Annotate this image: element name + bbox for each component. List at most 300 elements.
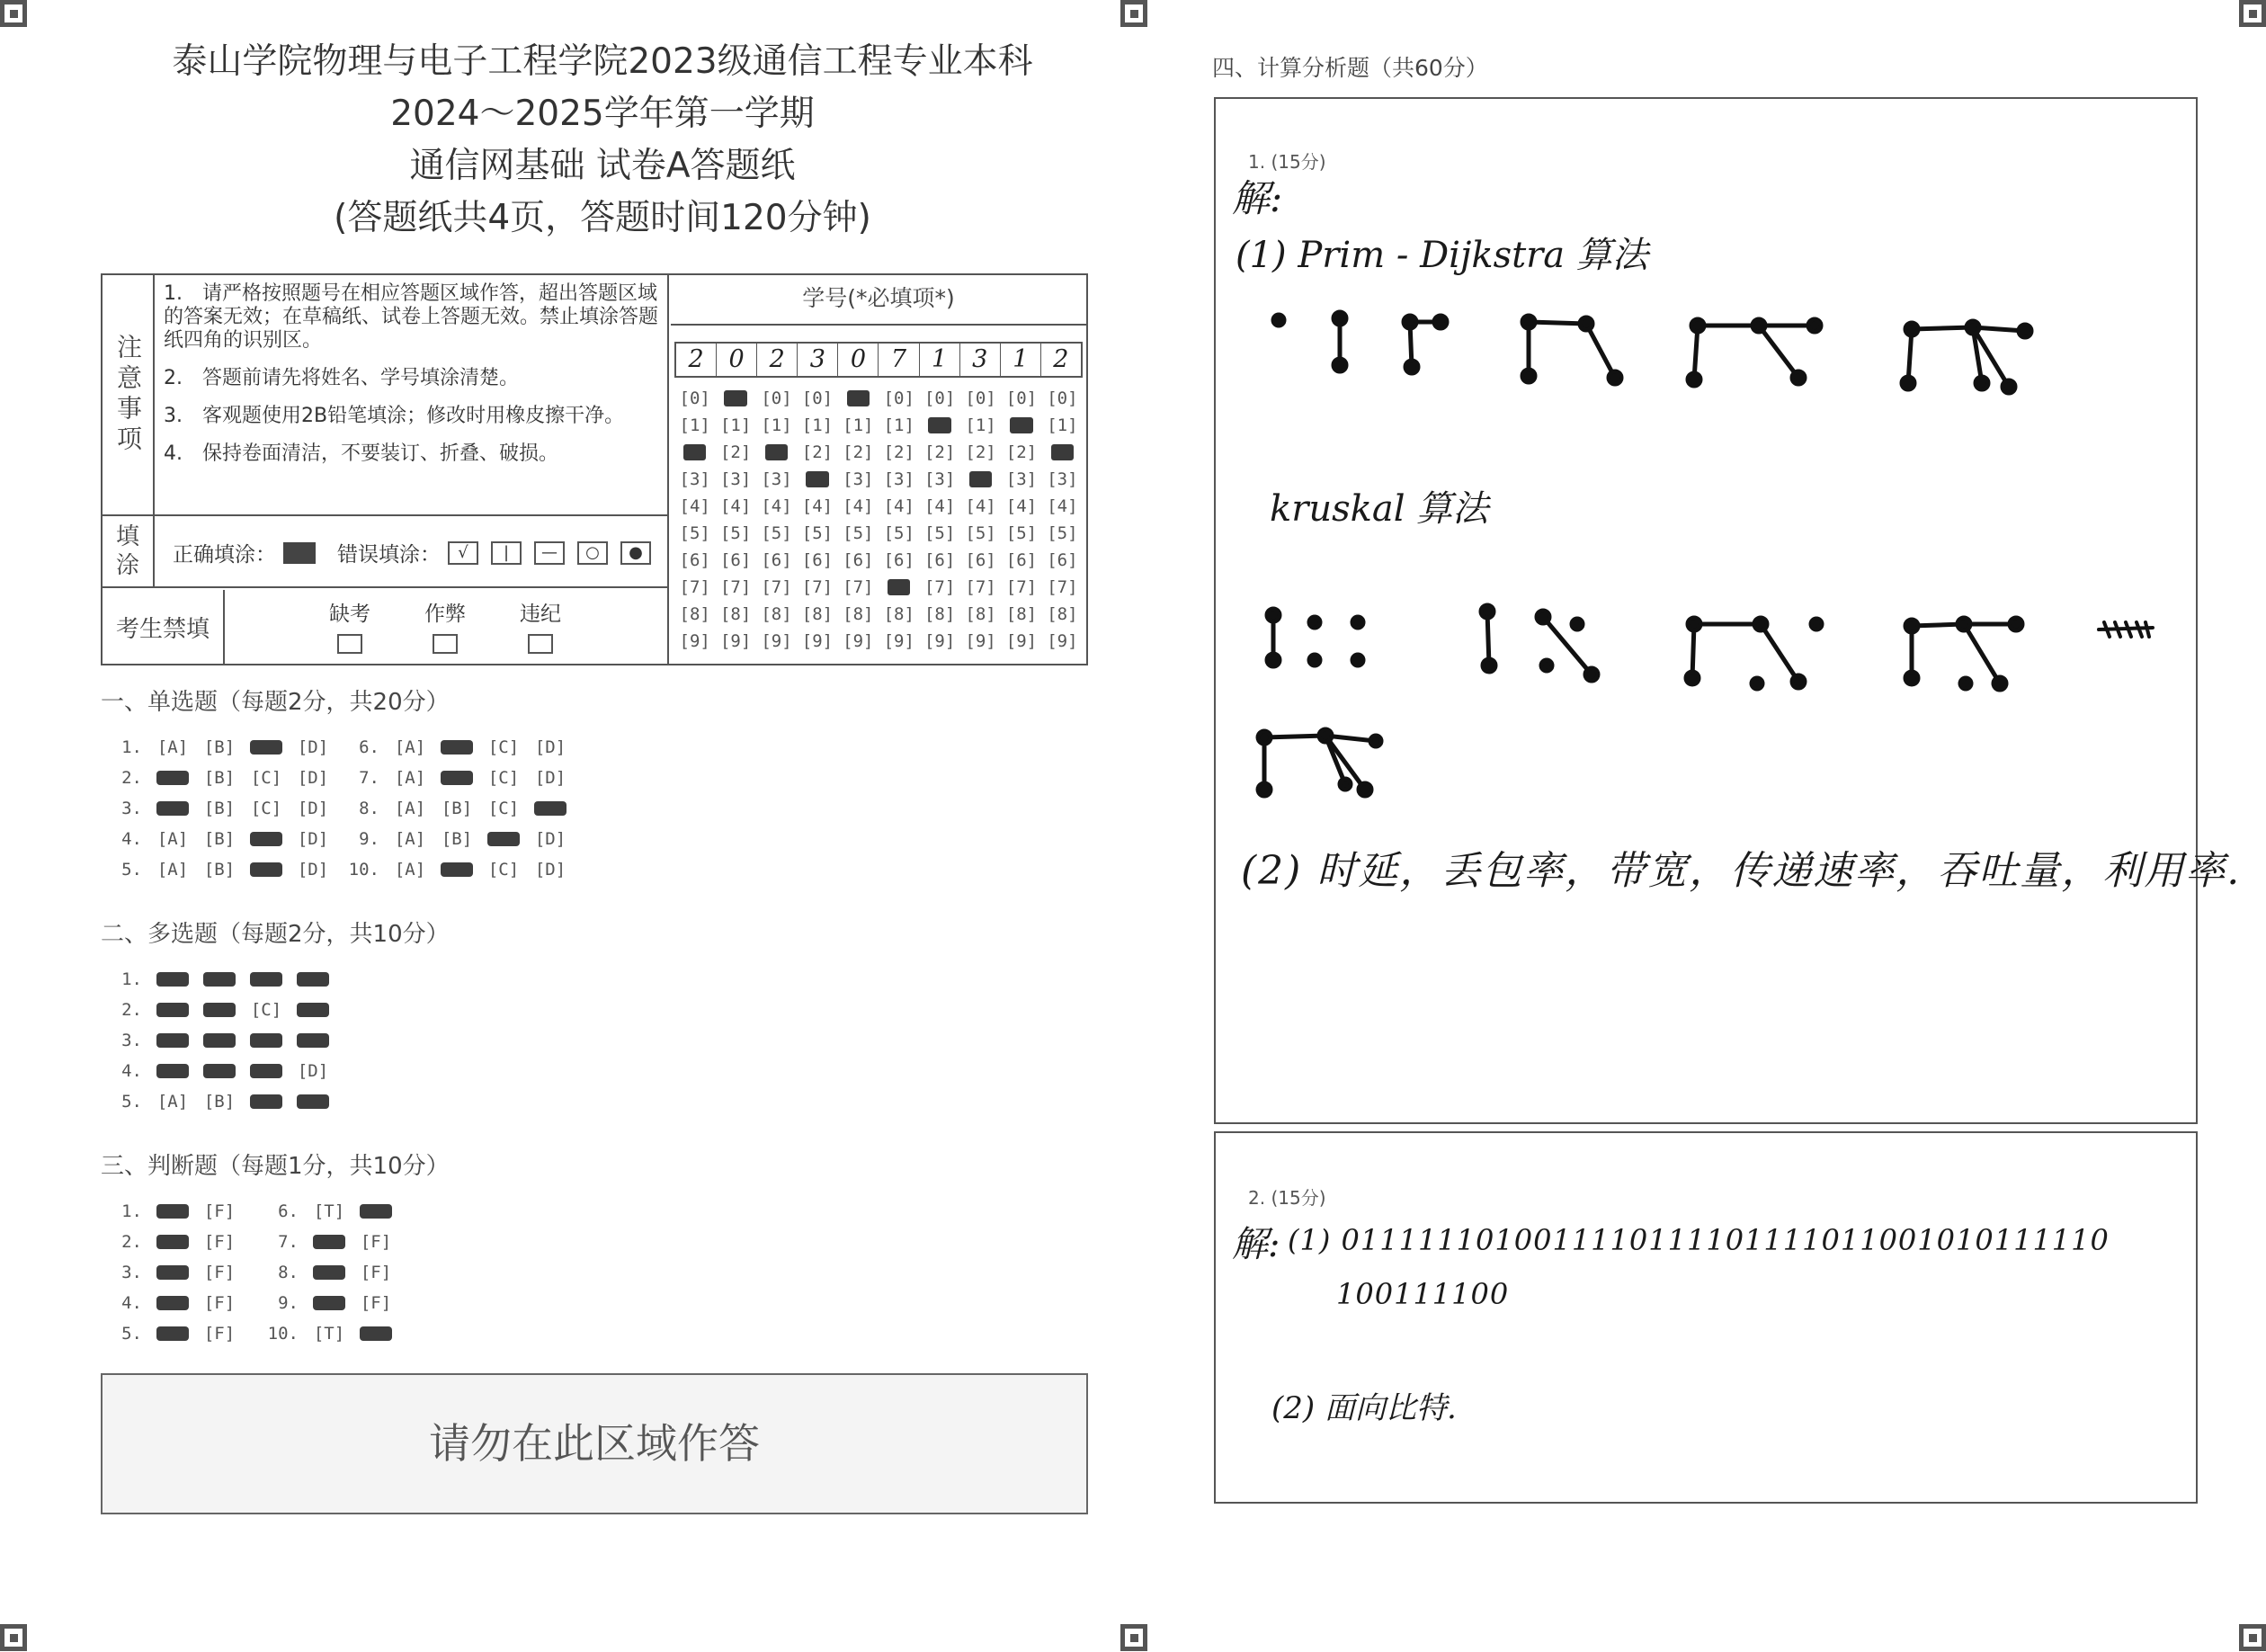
question-row — [104, 1318, 243, 1349]
answer-option-bubble[interactable] — [149, 1025, 196, 1056]
student-id-bubble[interactable]: [7] — [1005, 577, 1038, 597]
wrong-fill-mark-dot: ● — [620, 541, 651, 565]
student-id-bubble[interactable]: [8] — [761, 604, 792, 624]
student-id-panel — [671, 275, 1086, 664]
answer-option-bubble[interactable]: [C] — [487, 799, 520, 818]
corner-mark-bottom-middle — [1120, 1624, 1147, 1651]
student-id-bubble[interactable]: [8] — [801, 604, 834, 624]
question-number: 7. — [359, 768, 379, 788]
answer-option-bubble[interactable]: [D] — [297, 829, 329, 849]
answer-option-bubble[interactable]: [A] — [156, 1092, 189, 1112]
answer-option-bubble[interactable]: [F] — [203, 1293, 236, 1313]
student-id-bubble[interactable] — [919, 412, 959, 439]
student-id-bubble[interactable]: [2] — [1005, 442, 1038, 462]
student-id-bubble[interactable]: [0] — [801, 388, 834, 408]
student-id-bubble[interactable]: [4] — [843, 496, 874, 516]
student-id-column — [919, 385, 959, 655]
student-id-bubble[interactable]: [8] — [679, 604, 710, 624]
question-row — [104, 964, 336, 995]
question-number: 2. — [121, 1232, 142, 1252]
student-id-bubble[interactable] — [960, 466, 1001, 493]
student-id-bubble[interactable]: [7] — [923, 577, 956, 597]
student-id-bubble[interactable]: [5] — [965, 523, 996, 543]
answer-option-bubble[interactable] — [243, 824, 290, 854]
wrong-fill-mark-bar: | — [491, 541, 522, 565]
q2-answer-mark: 解: — [1232, 1224, 1280, 1265]
student-id-bubble[interactable]: [7] — [843, 577, 874, 597]
answer-option-bubble[interactable]: [B] — [441, 829, 473, 849]
student-id-bubble[interactable]: [4] — [761, 496, 792, 516]
answer-option-bubble[interactable] — [196, 1056, 243, 1086]
student-id-bubble[interactable]: [8] — [923, 604, 956, 624]
answer-option-bubble[interactable] — [149, 995, 196, 1025]
q2-answer-box — [1214, 1131, 2198, 1504]
question-row — [342, 793, 574, 824]
answer-option-bubble[interactable]: [D] — [534, 768, 566, 788]
answer-option-bubble[interactable] — [243, 1025, 290, 1056]
title-line-3: 通信网基础 试卷A答题纸 — [409, 146, 796, 186]
student-id-bubble[interactable]: [8] — [965, 604, 996, 624]
student-id-bubble[interactable]: [9] — [965, 631, 996, 651]
student-id-bubble[interactable]: [1] — [843, 415, 874, 435]
student-id-bubble[interactable] — [797, 466, 837, 493]
answer-option-bubble[interactable] — [290, 1086, 336, 1117]
ban-checkbox-violation[interactable] — [528, 634, 553, 654]
answer-option-bubble[interactable]: [B] — [203, 799, 236, 818]
q1-label: 1. (15分) — [1248, 151, 1326, 173]
q2-label: 2. (15分) — [1248, 1187, 1326, 1209]
notice-item-3: 3. 客观题使用2B铅笔填涂；修改时用橡皮擦干净。 — [164, 405, 625, 427]
student-id-bubble[interactable]: [3] — [883, 469, 914, 489]
fill-examples — [173, 538, 656, 567]
student-id-digit: 1 — [920, 344, 960, 376]
section2-title: 二、多选题（每题2分，共10分） — [101, 921, 450, 948]
answer-option-bubble[interactable]: [D] — [534, 860, 566, 880]
notice-item-1: 1. 请严格按照题号在相应答题区域作答，超出答题区域的答案无效；在草稿纸、试卷上答题无效。禁止填涂答题纸四角的识别区。 — [164, 282, 659, 352]
question-row — [104, 1257, 243, 1288]
student-id-bubble[interactable]: [9] — [801, 631, 834, 651]
student-id-bubble[interactable]: [3] — [1005, 469, 1038, 489]
question-row — [104, 824, 336, 854]
question-number: 10. — [267, 1324, 299, 1344]
notice-body — [164, 282, 663, 480]
answer-option-bubble[interactable] — [149, 1257, 196, 1288]
answer-option-bubble[interactable] — [243, 854, 290, 885]
student-id-bubble[interactable]: [0] — [761, 388, 792, 408]
question-row — [261, 1288, 399, 1318]
answer-option-bubble[interactable]: [D] — [297, 768, 329, 788]
student-id-bubble[interactable]: [3] — [719, 469, 752, 489]
question-number: 9. — [278, 1293, 299, 1313]
question-row — [342, 854, 574, 885]
answer-option-bubble[interactable] — [196, 964, 243, 995]
student-id-bubble[interactable]: [1] — [679, 415, 710, 435]
answer-option-bubble[interactable] — [149, 763, 196, 793]
student-id-bubble[interactable]: [5] — [761, 523, 792, 543]
student-id-bubble[interactable]: [4] — [1047, 496, 1078, 516]
question-number: 4. — [121, 1061, 142, 1081]
student-id-bubble[interactable]: [7] — [719, 577, 752, 597]
fill-heading: 填涂 — [103, 516, 155, 586]
question-row — [342, 732, 574, 763]
answer-option-bubble[interactable]: [D] — [297, 799, 329, 818]
answer-option-bubble[interactable] — [290, 1025, 336, 1056]
student-id-bubble[interactable]: [8] — [843, 604, 874, 624]
student-id-bubble[interactable]: [6] — [761, 550, 792, 570]
student-id-bubble[interactable]: [6] — [1005, 550, 1038, 570]
student-id-bubble[interactable]: [8] — [719, 604, 752, 624]
student-id-digit: 7 — [879, 344, 919, 376]
student-id-bubble[interactable]: [4] — [719, 496, 752, 516]
question-number: 2. — [121, 768, 142, 788]
answer-option-bubble[interactable] — [149, 1318, 196, 1349]
question-row — [342, 824, 574, 854]
student-id-bubble[interactable]: [9] — [843, 631, 874, 651]
question-number: 2. — [121, 1000, 142, 1020]
answer-option-bubble[interactable]: [D] — [297, 737, 329, 757]
notice-heading: 注意事项 — [103, 275, 155, 514]
answer-option-bubble[interactable] — [149, 1288, 196, 1318]
answer-option-bubble[interactable]: [B] — [203, 737, 236, 757]
title-line-2: 2024～2025学年第一学期 — [390, 94, 815, 134]
correct-fill-swatch — [283, 542, 316, 564]
answer-option-bubble[interactable] — [433, 732, 480, 763]
student-id-bubble[interactable]: [1] — [761, 415, 792, 435]
corner-mark-top-middle — [1120, 0, 1147, 27]
q2-part1-line1: (1) 0111111010011110111101111011001010111110 — [1288, 1223, 2110, 1257]
notice-item-2: 2. 答题前请先将姓名、学号填涂清楚。 — [164, 367, 519, 389]
answer-option-bubble[interactable] — [149, 1227, 196, 1257]
ban-checkbox-cheat[interactable] — [433, 634, 458, 654]
student-id-bubble[interactable]: [3] — [843, 469, 874, 489]
answer-option-bubble[interactable] — [149, 1056, 196, 1086]
answer-option-bubble[interactable] — [243, 1086, 290, 1117]
student-id-bubble[interactable]: [5] — [883, 523, 914, 543]
notice-row — [103, 275, 667, 516]
question-row — [104, 763, 336, 793]
corner-mark-top-left — [0, 0, 27, 27]
answer-option-bubble[interactable] — [149, 793, 196, 824]
answer-option-bubble[interactable]: [C] — [487, 768, 520, 788]
question-row — [104, 854, 336, 885]
student-id-bubble[interactable]: [6] — [843, 550, 874, 570]
student-id-title: 学号(*必填项*) — [671, 275, 1086, 326]
student-id-bubble[interactable]: [5] — [679, 523, 710, 543]
answer-option-bubble[interactable] — [196, 1025, 243, 1056]
question-row — [342, 763, 574, 793]
answer-option-bubble[interactable]: [F] — [360, 1293, 392, 1313]
info-table — [101, 273, 1088, 665]
student-id-digit: 3 — [798, 344, 838, 376]
answer-option-bubble[interactable] — [433, 854, 480, 885]
answer-option-bubble[interactable] — [352, 1318, 399, 1349]
answer-option-bubble[interactable]: [B] — [203, 860, 236, 880]
q2-part2-answer: (2) 面向比特. — [1271, 1390, 1457, 1426]
ban-item-cheat — [414, 597, 477, 654]
student-id-bubble[interactable]: [8] — [1047, 604, 1078, 624]
student-id-column — [1001, 385, 1041, 655]
answer-option-bubble[interactable]: [A] — [394, 799, 426, 818]
student-id-bubble[interactable]: [4] — [923, 496, 956, 516]
student-id-bubble[interactable]: [6] — [801, 550, 834, 570]
student-id-bubble[interactable]: [0] — [923, 388, 956, 408]
student-id-bubble[interactable] — [1001, 412, 1041, 439]
question-number: 3. — [121, 799, 142, 818]
answer-option-bubble[interactable] — [149, 964, 196, 995]
student-id-bubble[interactable]: [5] — [1047, 523, 1078, 543]
correct-fill-label: 正确填涂： — [173, 543, 276, 567]
student-id-bubble[interactable]: [8] — [883, 604, 914, 624]
answer-option-bubble[interactable]: [T] — [313, 1324, 345, 1344]
question-row — [104, 1025, 336, 1056]
student-id-bubble[interactable]: [7] — [801, 577, 834, 597]
student-id-bubble[interactable]: [9] — [761, 631, 792, 651]
student-id-bubble[interactable]: [4] — [679, 496, 710, 516]
ban-items — [318, 597, 572, 654]
ban-item-label: 违纪 — [520, 603, 561, 626]
student-id-bubble[interactable] — [715, 385, 755, 412]
title-line-1: 泰山学院物理与电子工程学院2023级通信工程专业本科 — [172, 41, 1033, 82]
section3-column-1 — [104, 1196, 243, 1349]
student-id-bubble[interactable]: [4] — [801, 496, 834, 516]
answer-option-bubble[interactable] — [243, 732, 290, 763]
q2-part1-line2: 100111100 — [1336, 1277, 1510, 1311]
corner-mark-bottom-left — [0, 1624, 27, 1651]
question-number: 3. — [121, 1031, 142, 1050]
answer-option-bubble[interactable]: [D] — [297, 860, 329, 880]
student-id-bubble[interactable]: [6] — [923, 550, 956, 570]
answer-option-bubble[interactable]: [A] — [156, 860, 189, 880]
student-id-bubble[interactable]: [9] — [923, 631, 956, 651]
answer-option-bubble[interactable]: [D] — [534, 737, 566, 757]
answer-option-bubble[interactable] — [306, 1288, 352, 1318]
answer-option-bubble[interactable]: [B] — [203, 1092, 236, 1112]
answer-option-bubble[interactable] — [480, 824, 527, 854]
student-id-digit: 2 — [676, 344, 717, 376]
question-number: 1. — [121, 969, 142, 989]
wrong-fill-mark-circle: ○ — [577, 541, 608, 565]
answer-option-bubble[interactable] — [243, 964, 290, 995]
student-id-bubble-grid — [674, 385, 1083, 655]
student-id-bubble[interactable]: [6] — [965, 550, 996, 570]
student-id-bubble[interactable]: [5] — [801, 523, 834, 543]
student-id-digit: 0 — [717, 344, 757, 376]
student-id-bubble[interactable]: [3] — [923, 469, 956, 489]
answer-option-bubble[interactable]: [F] — [203, 1232, 236, 1252]
question-row — [261, 1257, 399, 1288]
student-id-bubble[interactable]: [2] — [923, 442, 956, 462]
student-id-bubble[interactable]: [5] — [1005, 523, 1038, 543]
answer-option-bubble[interactable]: [C] — [250, 768, 282, 788]
student-id-bubble[interactable]: [0] — [883, 388, 914, 408]
answer-option-bubble[interactable] — [527, 793, 574, 824]
student-id-bubble[interactable]: [6] — [719, 550, 752, 570]
question-number: 5. — [121, 860, 142, 880]
answer-option-bubble[interactable]: [B] — [203, 768, 236, 788]
answer-option-bubble[interactable]: [C] — [250, 1000, 282, 1020]
student-id-bubble[interactable]: [1] — [801, 415, 834, 435]
student-id-bubble[interactable]: [6] — [1047, 550, 1078, 570]
student-id-bubble[interactable]: [2] — [843, 442, 874, 462]
ban-item-violation — [509, 597, 572, 654]
wrong-fill-mark-check: √ — [448, 541, 478, 565]
answer-option-bubble[interactable] — [196, 995, 243, 1025]
question-row — [104, 1227, 243, 1257]
student-id-digit: 3 — [960, 344, 1001, 376]
title-line-4: (答题纸共4页，答题时间120分钟) — [334, 198, 871, 238]
student-id-digit: 1 — [1001, 344, 1041, 376]
question-number: 1. — [121, 1201, 142, 1221]
student-id-bubble[interactable]: [5] — [719, 523, 752, 543]
answer-option-bubble[interactable] — [433, 763, 480, 793]
question-number: 4. — [121, 829, 142, 849]
section1-column-1 — [104, 732, 336, 885]
ban-item-absent — [318, 597, 381, 654]
student-id-bubble[interactable]: [4] — [883, 496, 914, 516]
student-id-column — [879, 385, 919, 655]
answer-option-bubble[interactable] — [243, 1056, 290, 1086]
student-id-bubble[interactable]: [3] — [1047, 469, 1078, 489]
student-id-bubble[interactable]: [2] — [719, 442, 752, 462]
student-id-column — [674, 385, 715, 655]
student-id-bubble[interactable]: [6] — [883, 550, 914, 570]
student-id-bubble[interactable] — [879, 574, 919, 601]
answer-option-bubble[interactable] — [149, 1196, 196, 1227]
student-id-bubble[interactable]: [8] — [1005, 604, 1038, 624]
answer-option-bubble[interactable]: [A] — [394, 768, 426, 788]
student-id-bubble[interactable]: [9] — [1047, 631, 1078, 651]
student-id-bubble[interactable]: [2] — [883, 442, 914, 462]
section1-title: 一、单选题（每题2分，共20分） — [101, 689, 450, 716]
student-id-bubble[interactable]: [7] — [1047, 577, 1078, 597]
wrong-fill-mark-dash: — — [534, 541, 565, 565]
answer-option-bubble[interactable]: [F] — [203, 1201, 236, 1221]
ban-checkbox-absent[interactable] — [337, 634, 362, 654]
answer-option-bubble[interactable]: [B] — [203, 829, 236, 849]
answer-option-bubble[interactable] — [290, 964, 336, 995]
answer-option-bubble[interactable]: [F] — [203, 1263, 236, 1282]
student-id-bubble[interactable]: [6] — [679, 550, 710, 570]
student-id-bubble[interactable]: [9] — [719, 631, 752, 651]
student-id-bubble[interactable]: [7] — [761, 577, 792, 597]
answer-option-bubble[interactable]: [A] — [394, 737, 426, 757]
question-number: 3. — [121, 1263, 142, 1282]
student-id-bubble[interactable]: [0] — [1047, 388, 1078, 408]
answer-option-bubble[interactable]: [A] — [156, 829, 189, 849]
ban-item-label: 作弊 — [424, 603, 466, 626]
student-id-column — [960, 385, 1001, 655]
section4-title: 四、计算分析题（共60分） — [1212, 55, 1488, 81]
spanning-tree-sketches — [1214, 90, 2198, 827]
question-row — [104, 995, 336, 1025]
question-number: 10. — [348, 860, 379, 880]
question-number: 5. — [121, 1092, 142, 1112]
student-id-bubble[interactable]: [3] — [679, 469, 710, 489]
student-id-bubble[interactable]: [1] — [719, 415, 752, 435]
student-id-digit: 2 — [757, 344, 798, 376]
answer-option-bubble[interactable]: [F] — [360, 1263, 392, 1282]
no-answer-zone: 请勿在此区域作答 — [101, 1373, 1088, 1514]
answer-option-bubble[interactable]: [F] — [360, 1232, 392, 1252]
student-id-bubble[interactable]: [2] — [801, 442, 834, 462]
answer-option-bubble[interactable]: [T] — [313, 1201, 345, 1221]
student-id-bubble[interactable]: [9] — [883, 631, 914, 651]
student-id-bubble[interactable]: [1] — [1047, 415, 1078, 435]
answer-option-bubble[interactable]: [B] — [441, 799, 473, 818]
question-number: 1. — [121, 737, 142, 757]
student-id-bubble[interactable]: [5] — [843, 523, 874, 543]
student-id-bubble[interactable]: [0] — [679, 388, 710, 408]
answer-option-bubble[interactable]: [C] — [487, 860, 520, 880]
student-id-bubble[interactable]: [9] — [1005, 631, 1038, 651]
answer-option-bubble[interactable]: [C] — [250, 799, 282, 818]
ban-row — [103, 590, 667, 664]
q1-answer-mark: 解: — [1232, 176, 1283, 220]
answer-option-bubble[interactable] — [290, 995, 336, 1025]
question-row — [104, 1086, 336, 1117]
answer-option-bubble[interactable] — [306, 1257, 352, 1288]
fill-example-row — [103, 516, 667, 588]
student-id-bubble[interactable] — [838, 385, 879, 412]
exam-title — [103, 36, 1102, 245]
student-id-bubble[interactable]: [5] — [923, 523, 956, 543]
answer-option-bubble[interactable]: [C] — [487, 737, 520, 757]
student-id-bubble[interactable]: [3] — [761, 469, 792, 489]
corner-mark-bottom-right — [2239, 1624, 2266, 1651]
student-id-bubble[interactable]: [1] — [965, 415, 996, 435]
q1-kruskal-heading: kruskal 算法 — [1270, 488, 1489, 530]
student-id-bubble[interactable]: [0] — [965, 388, 996, 408]
answer-option-bubble[interactable]: [D] — [297, 1061, 329, 1081]
notice-item-4: 4. 保持卷面清洁，不要装订、折叠、破损。 — [164, 442, 558, 465]
info-left-panel — [103, 275, 669, 664]
question-row — [261, 1318, 399, 1349]
answer-option-bubble[interactable]: [A] — [394, 860, 426, 880]
student-id-bubble[interactable]: [0] — [1005, 388, 1038, 408]
answer-option-bubble[interactable]: [A] — [156, 737, 189, 757]
student-id-bubble[interactable]: [1] — [883, 415, 914, 435]
student-id-bubble[interactable] — [756, 439, 797, 466]
student-id-bubble[interactable] — [674, 439, 715, 466]
student-id-bubble[interactable]: [7] — [679, 577, 710, 597]
question-number: 8. — [359, 799, 379, 818]
question-number: 8. — [278, 1263, 299, 1282]
student-id-bubble[interactable] — [1042, 439, 1083, 466]
question-row — [261, 1227, 399, 1257]
ban-item-label: 缺考 — [329, 603, 370, 626]
answer-option-bubble[interactable]: [A] — [394, 829, 426, 849]
student-id-digit: 0 — [838, 344, 879, 376]
student-id-bubble[interactable]: [2] — [965, 442, 996, 462]
question-number: 5. — [121, 1324, 142, 1344]
student-id-bubble[interactable]: [4] — [965, 496, 996, 516]
answer-option-bubble[interactable]: [D] — [534, 829, 566, 849]
answer-option-bubble[interactable] — [306, 1227, 352, 1257]
question-row — [104, 732, 336, 763]
q1-part1-heading: (1) Prim - Dijkstra 算法 — [1236, 235, 1648, 276]
student-id-bubble[interactable]: [4] — [1005, 496, 1038, 516]
corner-mark-top-right — [2239, 0, 2266, 27]
student-id-column — [797, 385, 837, 655]
student-id-bubble[interactable]: [9] — [679, 631, 710, 651]
question-row — [104, 793, 336, 824]
answer-option-bubble[interactable]: [F] — [203, 1324, 236, 1344]
student-id-column — [756, 385, 797, 655]
student-id-bubble[interactable]: [7] — [965, 577, 996, 597]
answer-option-bubble[interactable] — [352, 1196, 399, 1227]
student-id-digit: 2 — [1053, 345, 1069, 373]
q1-part2-answer: (2) 时延，丢包率，带宽，传递速率，吞吐量，利用率. — [1241, 848, 2242, 894]
